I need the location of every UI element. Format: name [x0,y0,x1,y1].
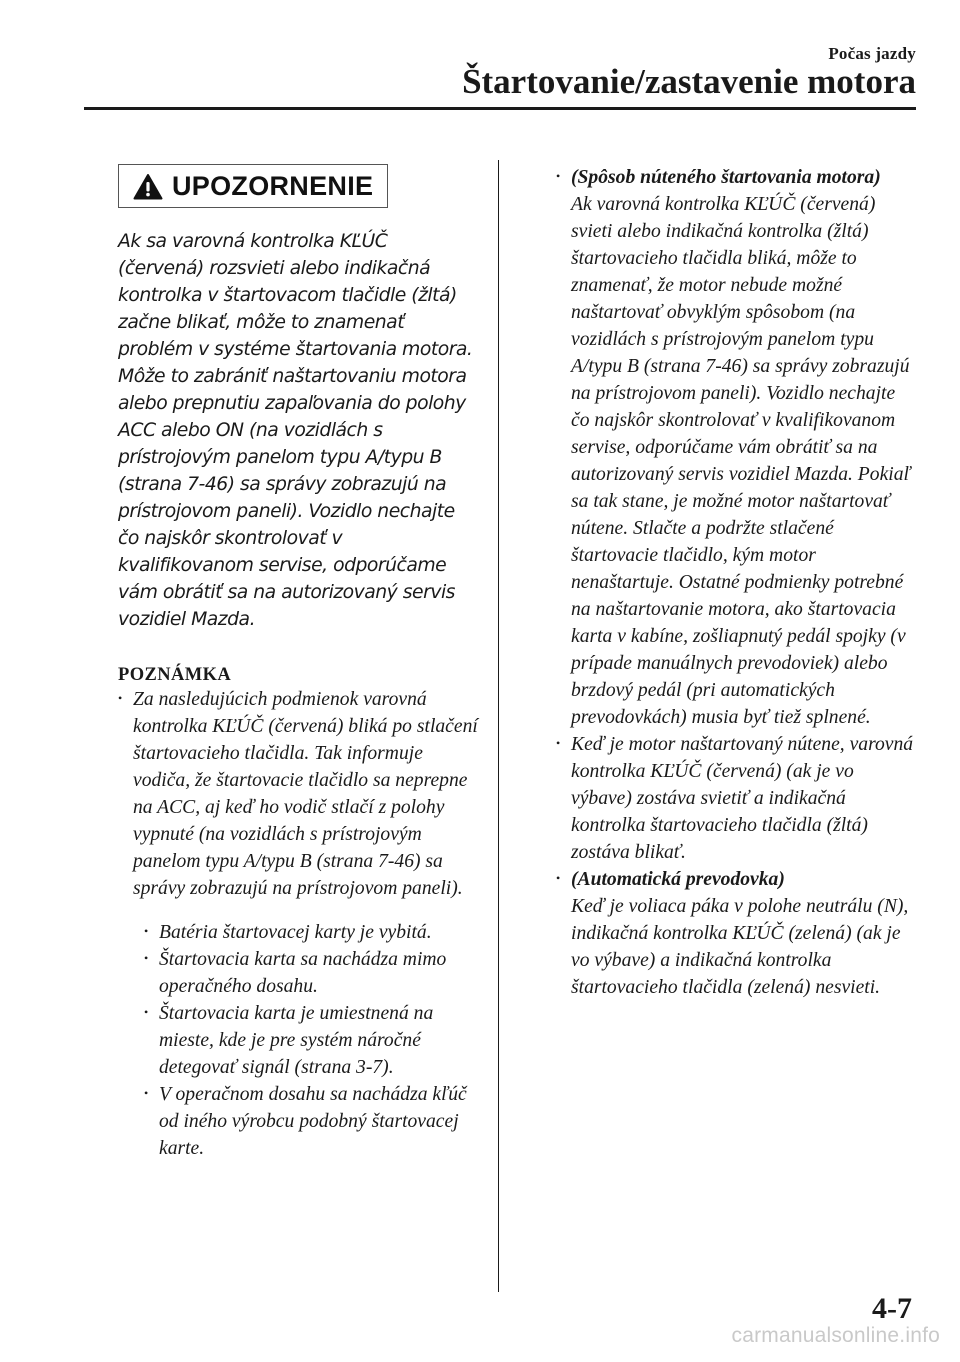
warning-title: UPOZORNENIE [172,170,374,201]
list-item [556,164,916,731]
note-list-continued [556,164,916,1001]
list-item-text: Ak varovná kontrolka KĽÚČ (červená) svieti alebo indikačná kontrolka (žltá) štartovacieho tlačidla bliká, môže to znamenať, že motor nebude možné naštartovať obvyklým spôsobom (na vozidlách s prístrojovým panelom typu A/typu B (strana 7-46) sa správy zobrazujú na prístrojovom paneli). Vozidlo nechajte čo najskôr skontrolovať v kvalifikovanom servise, odporúčame vám obrátiť sa na autorizovaný servis vozidiel Mazda. Pokiaľ sa tak stane, je možné motor naštartovať nútene. Stlačte a podržte stlačené štartovacie tlačidlo, kým motor nenaštartuje. Ostatné podmienky potrebné na naštartovanie motora, ako štartovacia karta v kabíne, zošliapnutý pedál spojky (v prípade manuálnych prevodoviek) alebo brzdový pedál (pri automatických prevodovkách) musia byť tiež splnené. [571,194,911,728]
page-number: 4-7 [872,1292,912,1325]
list-item-text: Za nasledujúcich podmienok varovná kontrolka KĽÚČ (červená) bliká po stlačení štartovacieho tlačidla. Tak informuje vodiča, že štartovacie tlačidlo sa neprepne na ACC, aj keď ho vodič stlačí z polohy vypnuté (na vozidlách s prístrojovým panelom typu A/typu B (strana 7-46) sa správy zobrazujú na prístrojovom paneli). [133,689,478,899]
list-item-heading: • (Spôsob núteného štartovania motora) [571,167,881,188]
list-item: • Štartovacia karta je umiestnená na mieste, kde je pre systém náročné detegovať signál (strana 3-7). [144,1000,478,1081]
list-item [118,686,478,1162]
sub-list [133,919,478,1162]
page-title: Štartovanie/zastavenie motora [462,62,916,101]
list-item [556,866,916,1001]
warning-text: Ak sa varovná kontrolka KĽÚČ (červená) rozsvieti alebo indikačná kontrolka v štartovacom tlačidle (žltá) začne blikať, môže to znamenať problém v systéme štartovania motora. Môže to zabrániť naštartovaniu motora alebo prepnutiu zapaľovania do polohy ACC alebo ON (na vozidlách s prístrojovým panelom typu A/typu B (strana 7-46) sa správy zobrazujú na prístrojovom paneli). Vozidlo nechajte čo najskôr skontrolovať v kvalifikovanom servise, odporúčame vám obrátiť sa na autorizovaný servis vozidiel Mazda. [118,231,473,630]
list-item: • V operačnom dosahu sa nachádza kľúč od iného výrobcu podobný štartovacej karte. [144,1081,478,1162]
section-label: Počas jazdy [828,44,916,63]
warning-triangle-icon [133,173,163,200]
watermark: carmanualsonline.info [731,1324,940,1347]
warning-box [118,164,388,208]
list-item: • Štartovacia karta sa nachádza mimo operačného dosahu. [144,946,478,1000]
note-list [118,686,478,1162]
list-item-heading: • (Automatická prevodovka) [571,869,785,890]
column-divider [498,160,499,1292]
left-column [118,164,478,1162]
list-item-text: • Keď je motor naštartovaný nútene, varovná kontrolka KĽÚČ (červená) (ak je vo výbave) zostáva svietiť a indikačná kontrolka štartovacieho tlačidla (žltá) zostáva blikať. [571,734,914,863]
list-item: • Batéria štartovacej karty je vybitá. [144,919,478,946]
header-rule [84,107,916,110]
list-item [556,731,916,866]
note-heading: POZNÁMKA [118,665,232,685]
right-column [556,164,916,1001]
list-item-text: Keď je voliaca páka v polohe neutrálu (N), indikačná kontrolka KĽÚČ (zelená) (ak je vo výbave) a indikačná kontrolka štartovacieho tlačidla (zelená) nesvieti. [571,896,909,998]
